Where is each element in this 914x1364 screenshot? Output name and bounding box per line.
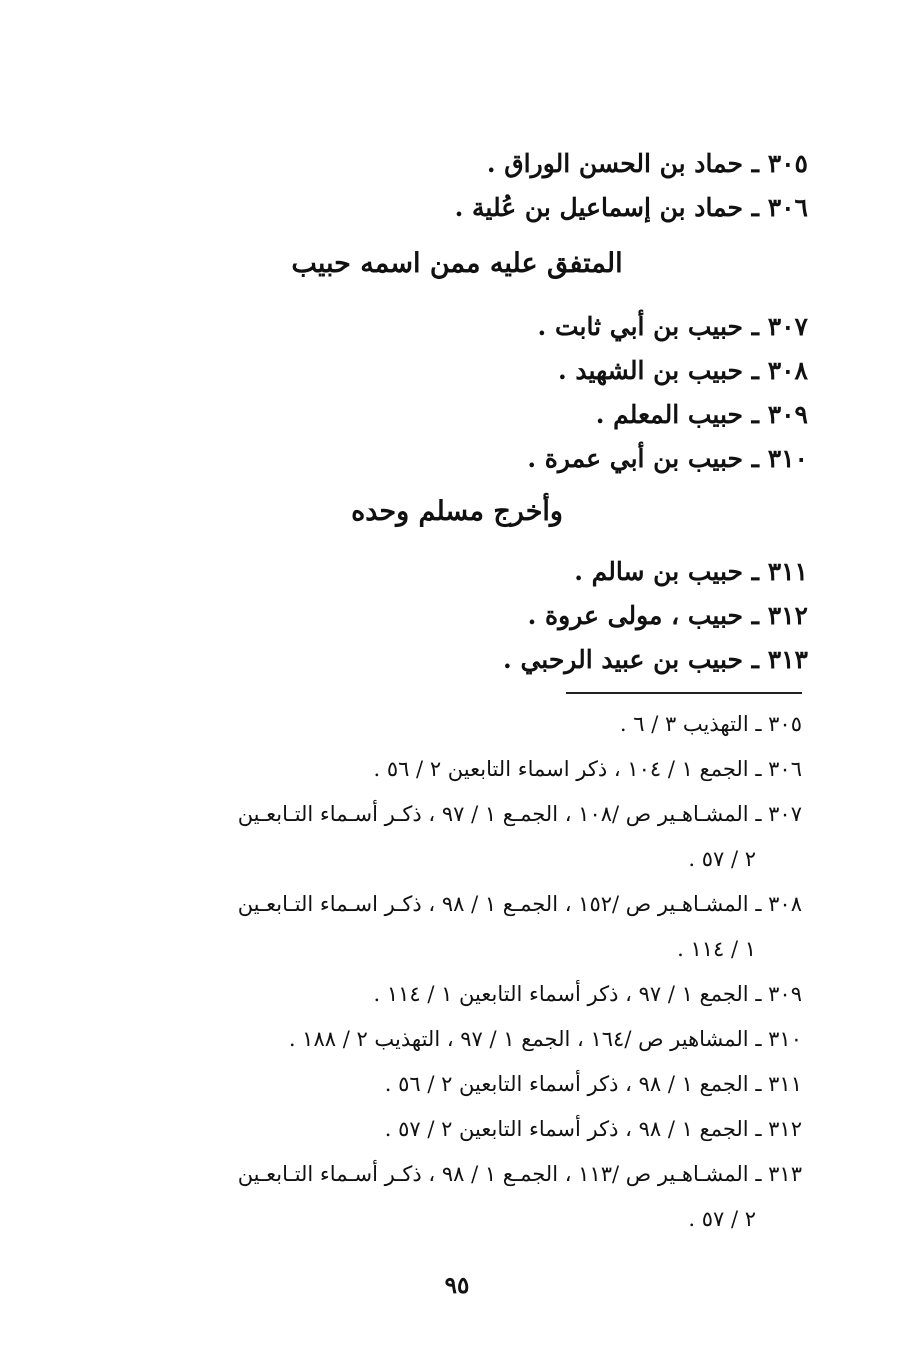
footnote-307 (112, 792, 802, 882)
footnote-continuation: ٢ / ٥٧ . (688, 847, 756, 871)
footnote-line: ٣١٣ ـ المشـاهـير ص /١١٣ ، الجمـع ١ / ٩٨ ، ذكـر أسـماء التـابعـين (237, 1162, 802, 1186)
footnote-311 (112, 1062, 802, 1107)
footnote-305 (112, 702, 802, 747)
entry-312: ٣١٢ ـ حبيب ، مولى عروة . (527, 601, 808, 630)
entry-309: ٣٠٩ ـ حبيب المعلم . (595, 400, 808, 429)
entry-311: ٣١١ ـ حبيب بن سالم . (574, 557, 808, 586)
entry-310: ٣١٠ ـ حبيب بن أبي عمرة . (527, 444, 808, 473)
entry-308: ٣٠٨ ـ حبيب بن الشهيد . (558, 356, 808, 385)
entry-306: ٣٠٦ ـ حماد بن إسماعيل بن عُلية . (454, 193, 808, 222)
footnotes (112, 702, 802, 1242)
footnote-312 (112, 1107, 802, 1152)
footnote-line: ٣١٠ ـ المشاهير ص /١٦٤ ، الجمع ١ / ٩٧ ، التهذيب ٢ / ١٨٨ . (288, 1027, 802, 1051)
footnote-313 (112, 1152, 802, 1242)
footnote-309 (112, 972, 802, 1017)
entry-313: ٣١٣ ـ حبيب بن عبيد الرحبي . (503, 645, 808, 674)
footnote-line: ٣١١ ـ الجمع ١ / ٩٨ ، ذكر أسماء التابعين ٢ / ٥٦ . (384, 1072, 802, 1096)
entries-group-2 (208, 305, 808, 481)
footnote-line: ٣٠٦ ـ الجمع ١ / ١٠٤ ، ذكر اسماء التابعين ٢ / ٥٦ . (373, 757, 802, 781)
footnote-306 (112, 747, 802, 792)
footnote-line: ٣٠٧ ـ المشـاهـير ص /١٠٨ ، الجمـع ١ / ٩٧ ، ذكـر أسـماء التـابعـين (237, 802, 802, 826)
footnote-line: ٣٠٨ ـ المشـاهـير ص /١٥٢ ، الجمـع ١ / ٩٨ ، ذكـر اسـماء التـابعـين (237, 892, 802, 916)
footnote-line: ٣٠٩ ـ الجمع ١ / ٩٧ ، ذكر أسماء التابعين ١ / ١١٤ . (373, 982, 802, 1006)
entries-group-1 (208, 142, 808, 230)
entry-307: ٣٠٧ ـ حبيب بن أبي ثابت . (537, 312, 808, 341)
footnote-line: ٣٠٥ ـ التهذيب ٣ / ٦ . (619, 712, 802, 736)
footnote-308 (112, 882, 802, 972)
footnote-divider (566, 692, 802, 694)
footnote-continuation: ٢ / ٥٧ . (688, 1207, 756, 1231)
page-number: ٩٥ (444, 1272, 470, 1299)
section-heading-muslim-only: وأخرج مسلم وحده (351, 496, 563, 527)
entries-group-3 (208, 550, 808, 682)
footnote-310 (112, 1017, 802, 1062)
section-heading-habib: المتفق عليه ممن اسمه حبيب (291, 248, 623, 279)
footnote-continuation: ١ / ١١٤ . (677, 937, 756, 961)
entry-305: ٣٠٥ ـ حماد بن الحسن الوراق . (486, 149, 808, 178)
footnote-line: ٣١٢ ـ الجمع ١ / ٩٨ ، ذكر أسماء التابعين ٢ / ٥٧ . (384, 1117, 802, 1141)
